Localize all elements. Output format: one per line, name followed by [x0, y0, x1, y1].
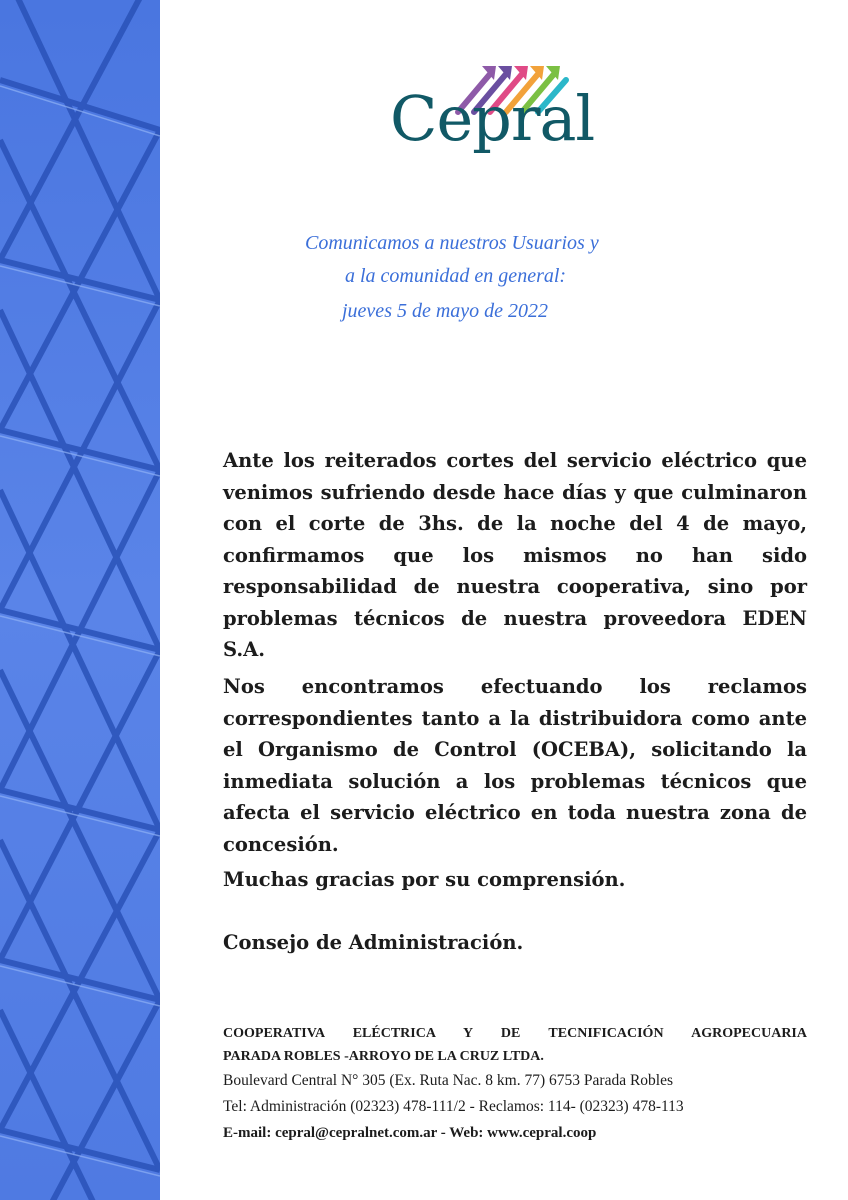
footer-org-line-2: PARADA ROBLES -ARROYO DE LA CRUZ LTDA. — [223, 1049, 544, 1064]
signature-line: Consejo de Administración. — [223, 931, 524, 954]
announcement-line-2: a la comunidad en general: — [345, 265, 567, 287]
body-paragraph-2: Nos encontramos efectuando los reclamos correspondientes tanto a la distribuidora como ante el Organismo de Control (OCEBA), solicitando la inmediata solución a los problemas técnicos que afecta el servicio eléctrico en toda nuestra zona de concesión. — [223, 675, 807, 856]
thanks-line: Muchas gracias por su comprensión. — [223, 868, 626, 891]
footer-org-line-1: COOPERATIVA ELÉCTRICA Y DE TECNIFICACIÓN AGROPECUARIA — [223, 1026, 807, 1041]
footer-email-web: E-mail: cepral@cepralnet.com.ar - Web: www.cepral.coop — [223, 1125, 597, 1141]
decorative-sidebar — [0, 0, 160, 1200]
footer-address: Boulevard Central N° 305 (Ex. Ruta Nac. 8 km. 77) 6753 Parada Robles — [223, 1072, 674, 1089]
body-paragraph-1: Ante los reiterados cortes del servicio eléctrico que venimos sufriendo desde hace días y que culminaron con el corte de 3hs. de la noche del 4 de mayo, confirmamos que los mismos no han sido responsabilidad de nuestra cooperativa, sino por problemas técnicos de nuestra proveedora EDEN S.A. — [223, 449, 807, 661]
announcement-date: jueves 5 de mayo de 2022 — [342, 300, 549, 322]
geodesic-pattern-graphic — [0, 0, 160, 1200]
cepral-logo — [390, 60, 600, 180]
footer-phone: Tel: Administración (02323) 478-111/2 - Reclamos: 114- (02323) 478-113 — [223, 1098, 684, 1115]
footer-contact — [223, 1022, 807, 1146]
logo-wordmark: Cepral — [390, 82, 595, 155]
announcement-line-1: Comunicamos a nuestros Usuarios y — [305, 232, 599, 254]
